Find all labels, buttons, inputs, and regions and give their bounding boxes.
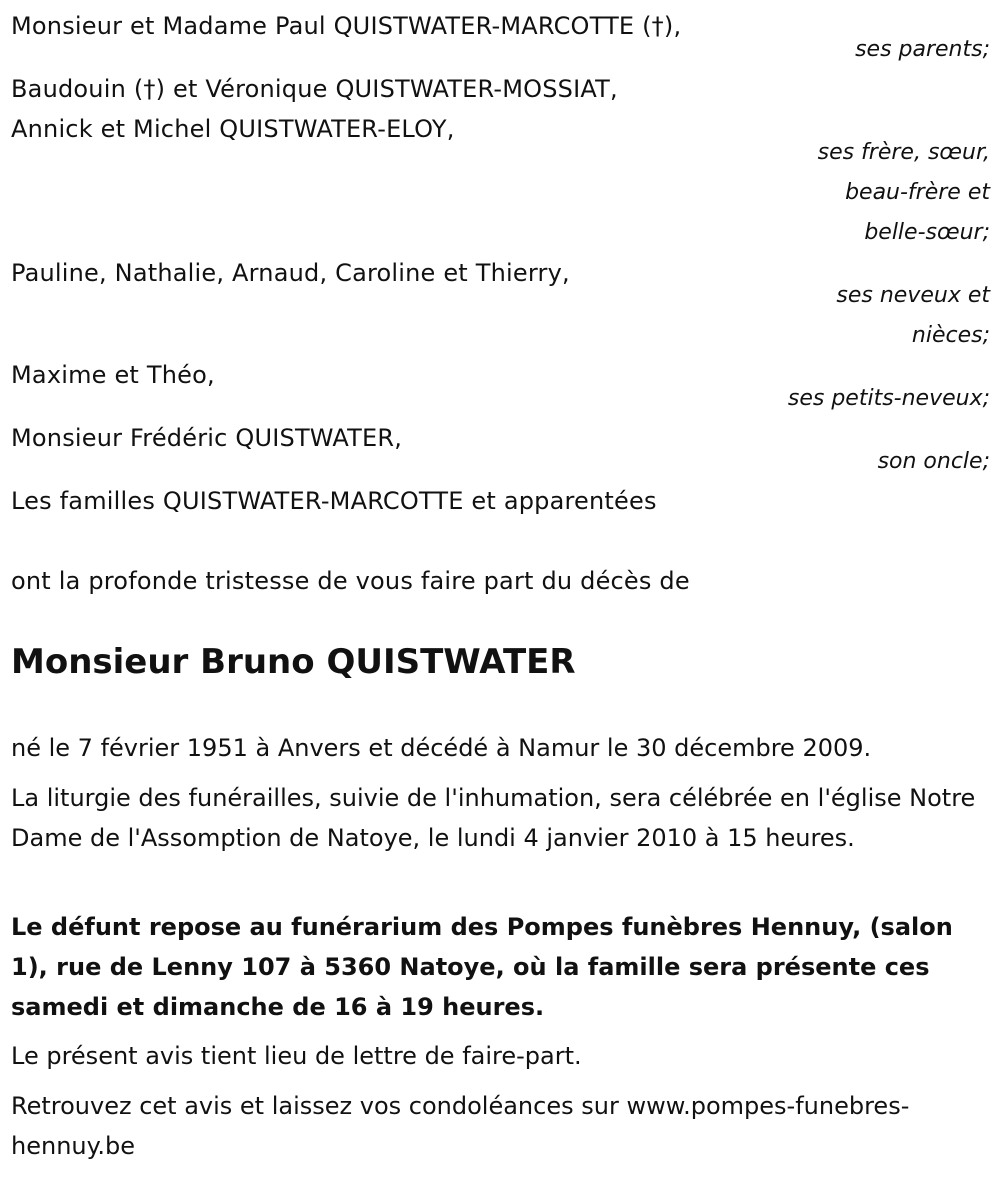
nephews-names: Pauline, Nathalie, Arnaud, Caroline et Thierry, <box>11 259 570 287</box>
siblings-relation-line-1: ses frère, sœur, <box>817 140 990 165</box>
nephews-relation-line-1: ses neveux et <box>836 283 990 308</box>
siblings-line-1: Baudouin (†) et Véronique QUISTWATER-MOSSIAT, <box>11 75 618 103</box>
condolences-paragraph: Retrouvez cet avis et laissez vos condoléances sur www.pompes-funebres-hennuy.be <box>11 1092 910 1160</box>
nephews-relation-line-2: nièces; <box>911 323 990 348</box>
notice-line: Le présent avis tient lieu de lettre de faire-part. <box>11 1042 582 1070</box>
uncle-relation: son oncle; <box>877 449 990 474</box>
siblings-relation-line-3: belle-sœur; <box>864 220 990 245</box>
families-line: Les familles QUISTWATER-MARCOTTE et apparentées <box>11 487 657 515</box>
grandnephews-relation: ses petits-neveux; <box>787 386 990 411</box>
uncle-name: Monsieur Frédéric QUISTWATER, <box>11 424 403 452</box>
grandnephews-names: Maxime et Théo, <box>11 361 215 389</box>
deceased-name: Monsieur Bruno QUISTWATER <box>11 642 576 682</box>
liturgy-paragraph: La liturgie des funérailles, suivie de l'inhumation, sera célébrée en l'église Notre Dame de l'Assomption de Natoye, le lundi 4 janvier 2010 à 15 heures. <box>11 784 976 852</box>
parents-relation: ses parents; <box>855 37 990 62</box>
parents-names: Monsieur et Madame Paul QUISTWATER-MARCOTTE (†), <box>11 12 682 40</box>
funerarium-paragraph: Le défunt repose au funérarium des Pompes funèbres Hennuy, (salon 1), rue de Lenny 107 à 5360 Natoye, où la famille sera présente ces samedi et dimanche de 16 à 19 heures. <box>11 913 953 1021</box>
siblings-line-2: Annick et Michel QUISTWATER-ELOY, <box>11 115 455 143</box>
announcement-line: ont la profonde tristesse de vous faire part du décès de <box>11 567 690 595</box>
birth-death-line: né le 7 février 1951 à Anvers et décédé à Namur le 30 décembre 2009. <box>11 734 872 762</box>
siblings-relation-line-2: beau-frère et <box>845 180 990 205</box>
